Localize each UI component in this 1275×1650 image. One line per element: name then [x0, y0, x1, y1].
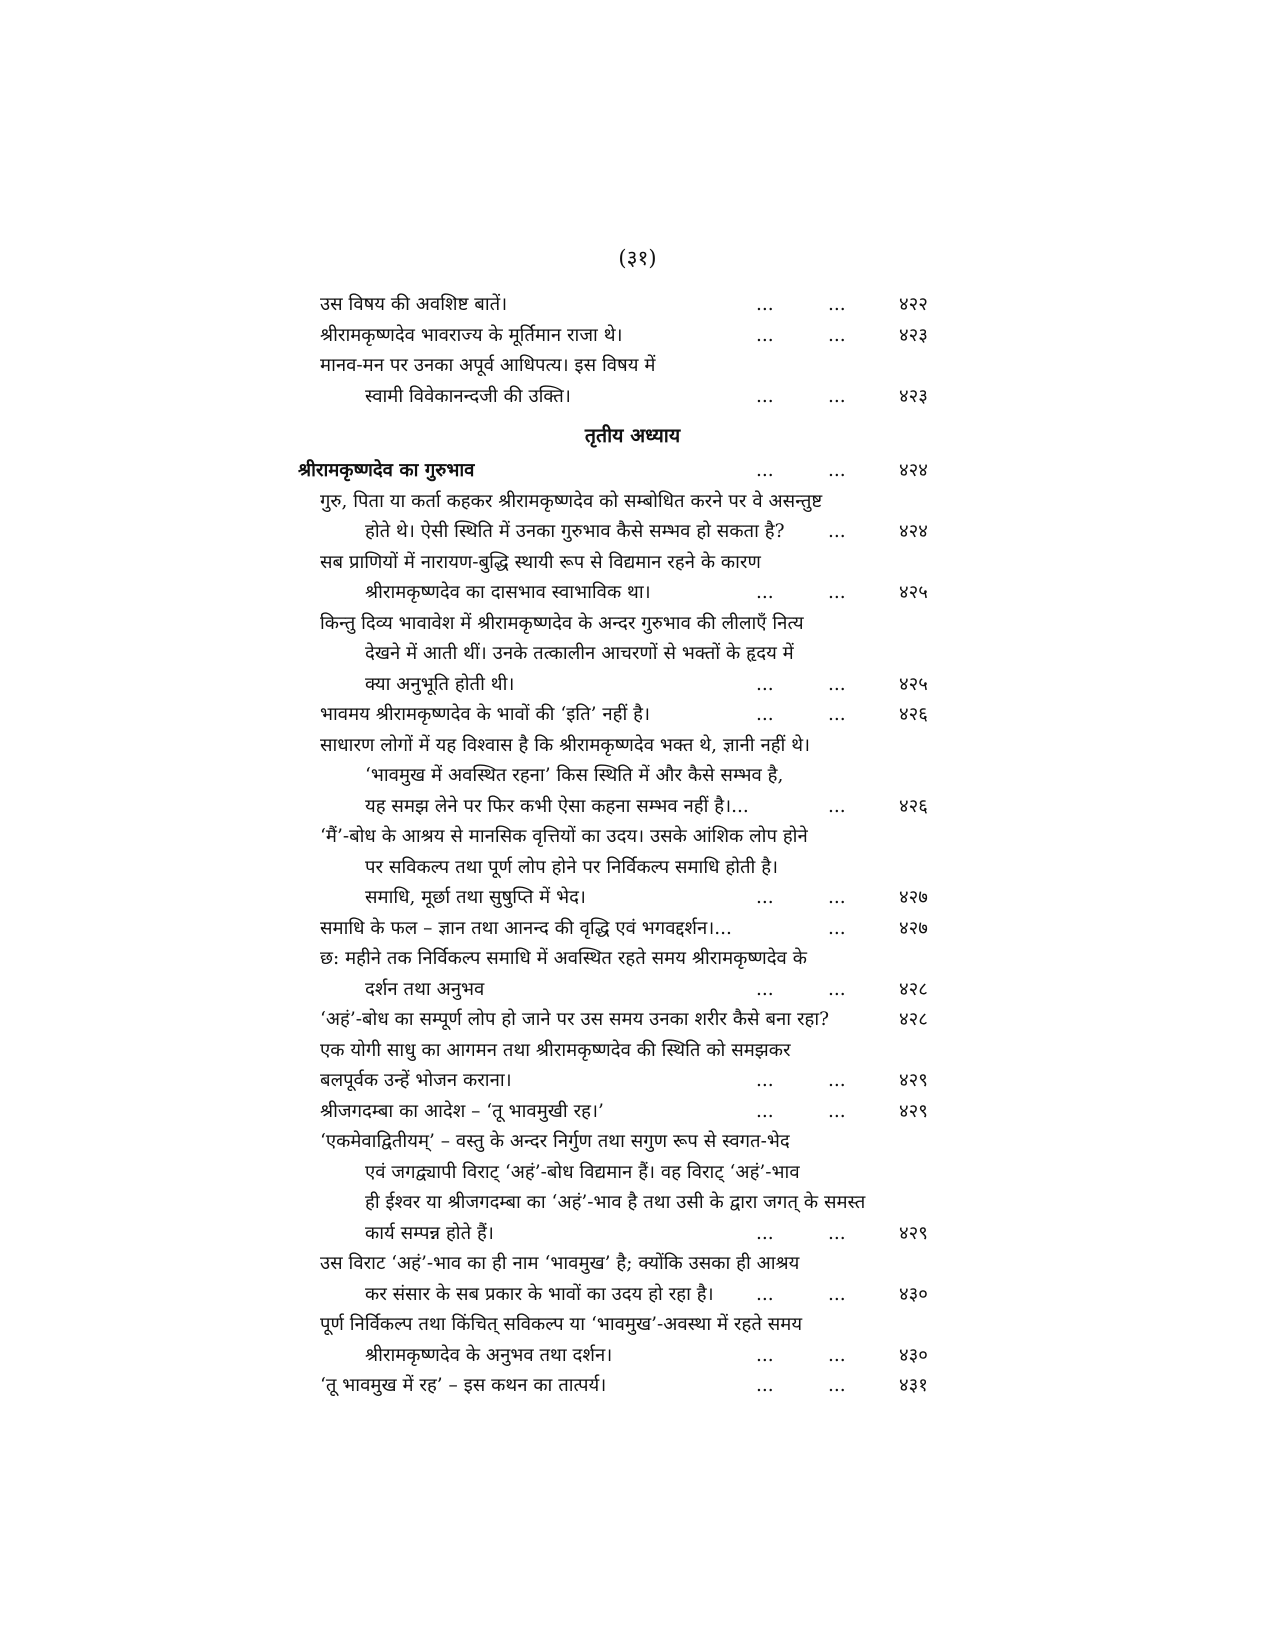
toc-entry [320, 548, 945, 609]
toc-entry [320, 1127, 945, 1249]
page-ref: ४३१ [899, 1375, 928, 1396]
toc-line [320, 975, 945, 1006]
leader-dots: ... [756, 1283, 774, 1305]
leader-dots: ... [828, 385, 846, 407]
toc-line [320, 1280, 945, 1311]
entry-text: ‘भावमुख में अवस्थित रहना’ किस स्थिति में और कैसे सम्भव है, [365, 765, 784, 786]
leader-dots: ... [828, 887, 846, 908]
entry-text: देखने में आती थीं। उनके तत्कालीन आचरणों से भक्तों के हृदय में [365, 643, 794, 664]
toc-line [320, 1158, 945, 1189]
page-ref: ४२६ [899, 795, 928, 817]
leader-dots: ... [828, 1070, 846, 1091]
toc-entry [320, 351, 945, 412]
page-ref: ४२६ [899, 704, 928, 725]
entry-text: बलपूर्वक उन्हें भोजन कराना। [320, 1070, 512, 1091]
entry-text: होते थे। ऐसी स्थिति में उनका गुरुभाव कैसे सम्भव हो सकता है? [365, 521, 785, 542]
toc-entries-after [320, 487, 945, 1402]
toc-entry [320, 1310, 945, 1371]
toc-entry [320, 1036, 945, 1097]
toc-line [320, 670, 945, 701]
leader-dots: ... [756, 1222, 774, 1244]
toc-line [320, 1371, 945, 1402]
leader-dots: ... [756, 1344, 774, 1366]
entry-text: श्रीरामकृष्णदेव का दासभाव स्वाभाविक था। [365, 582, 651, 603]
leader-dots: ... [756, 978, 774, 1000]
entry-text: सब प्राणियों में नारायण-बुद्धि स्थायी रूप से विद्यमान रहने के कारण [320, 551, 761, 573]
toc-line [320, 1097, 945, 1128]
leader-dots: ... [828, 1283, 846, 1305]
page-ref: ४२३ [899, 324, 928, 346]
toc-line [320, 639, 945, 670]
entry-text: श्रीरामकृष्णदेव भावराज्य के मूर्तिमान राजा थे। [320, 324, 623, 346]
toc-entry [320, 822, 945, 914]
leader-dots: ... [828, 1100, 846, 1122]
leader-dots: ... [756, 1070, 774, 1091]
entry-text: उस विषय की अवशिष्ट बातें। [320, 294, 508, 315]
page-ref: ४२८ [899, 1009, 928, 1030]
page-ref: ४३० [899, 1344, 928, 1366]
entry-text: छ: महीने तक निर्विकल्प समाधि में अवस्थित रहते समय श्रीरामकृष्णदेव के [320, 948, 807, 969]
entry-text: उस विराट ‘अहं’-भाव का ही नाम ‘भावमुख’ है; क्योंकि उसका ही आश्रय [320, 1253, 800, 1274]
entry-text: श्रीरामकृष्णदेव के अनुभव तथा दर्शन। [365, 1344, 613, 1366]
toc-line [320, 382, 945, 413]
entry-text: स्वामी विवेकानन्दजी की उक्ति। [365, 385, 571, 407]
leader-dots: ... [756, 887, 774, 908]
toc-line [320, 578, 945, 609]
entry-text: भावमय श्रीरामकृष्णदेव के भावों की ‘इति’ नहीं है। [320, 704, 650, 725]
toc-line [320, 1005, 945, 1036]
leader-dots: ... [756, 294, 774, 315]
toc-line [320, 1188, 945, 1219]
chapter-title: तृतीय अध्याय [584, 424, 681, 447]
toc-line [320, 1219, 945, 1250]
page-ref: ४२८ [899, 978, 928, 1000]
leader-dots: ... [828, 521, 846, 542]
toc-line [320, 822, 945, 853]
toc-entry [320, 731, 945, 823]
toc-line [320, 914, 945, 945]
entry-text: ‘एकमेवाद्वितीयम्’ – वस्तु के अन्दर निर्गुण तथा सगुण रूप से स्वगत-भेद [320, 1131, 790, 1152]
toc-line [320, 290, 945, 321]
page-ref: ४२४ [899, 460, 928, 481]
toc-line [320, 792, 945, 823]
toc-entry [320, 1097, 945, 1128]
entry-text: कर संसार के सब प्रकार के भावों का उदय हो रहा है। [365, 1283, 714, 1305]
toc-line [320, 853, 945, 884]
toc-line [320, 1127, 945, 1158]
entry-text: कार्य सम्पन्न होते हैं। [365, 1222, 494, 1244]
page-ref: ४२९ [899, 1222, 928, 1244]
entry-text: दर्शन तथा अनुभव [365, 978, 485, 1000]
toc-line [320, 487, 945, 518]
toc-line [320, 609, 945, 640]
entry-text: एक योगी साधु का आगमन तथा श्रीरामकृष्णदेव की स्थिति को समझकर [320, 1039, 791, 1061]
entry-text: गुरु, पिता या कर्ता कहकर श्रीरामकृष्णदेव को सम्बोधित करने पर वे असन्तुष्ट [320, 490, 823, 512]
toc-entry [320, 700, 945, 731]
toc-line [320, 548, 945, 579]
entry-text: पूर्ण निर्विकल्प तथा किंचित् सविकल्प या ‘भावमुख’-अवस्था में रहते समय [320, 1314, 803, 1335]
page-ref: ४२४ [899, 521, 928, 542]
leader-dots: ... [756, 460, 774, 481]
toc-line [320, 1249, 945, 1280]
toc-line [320, 883, 945, 914]
toc-line [320, 1341, 945, 1372]
leader-dots: ... [828, 978, 846, 1000]
leader-dots: ... [828, 1344, 846, 1366]
toc-line [320, 1036, 945, 1067]
entry-text: समाधि, मूर्छा तथा सुषुप्ति में भेद। [365, 887, 586, 908]
toc-line [320, 944, 945, 975]
toc-entry [320, 487, 945, 548]
page-ref: ४२९ [899, 1100, 928, 1122]
toc-entry [320, 1005, 945, 1036]
page-ref: ४२२ [899, 294, 928, 315]
entry-text: साधारण लोगों में यह विश्वास है कि श्रीरामकृष्णदेव भक्त थे, ज्ञानी नहीं थे। [320, 734, 811, 756]
leader-dots: ... [756, 704, 774, 725]
entry-text: क्या अनुभूति होती थी। [365, 673, 515, 695]
leader-dots: ... [828, 460, 846, 481]
page-ref: ४२७ [899, 887, 928, 908]
page-ref: ४२७ [899, 917, 928, 939]
toc-line [320, 1066, 945, 1097]
entry-text: ही ईश्वर या श्रीजगदम्बा का ‘अहं’-भाव है तथा उसी के द्वारा जगत् के समस्त [365, 1192, 866, 1213]
toc-line [320, 731, 945, 762]
toc-entry [320, 944, 945, 1005]
leader-dots: ... [828, 1222, 846, 1244]
entry-text: श्रीजगदम्बा का आदेश – ‘तू भावमुखी रह।’ [320, 1100, 604, 1122]
leader-dots: ... [756, 324, 774, 346]
toc-entry [320, 609, 945, 701]
table-of-contents [298, 290, 945, 1402]
page-ref: ४२५ [899, 582, 928, 603]
toc-entry [320, 1249, 945, 1310]
page-ref: ४३० [899, 1283, 928, 1305]
leader-dots: ... [828, 673, 846, 695]
toc-entry [320, 321, 945, 352]
leader-dots: ... [828, 324, 846, 346]
toc-entry [320, 914, 945, 945]
entry-text: किन्तु दिव्य भावावेश में श्रीरामकृष्णदेव के अन्दर गुरुभाव की लीलाएँ नित्य [320, 612, 804, 634]
toc-line [320, 700, 945, 731]
leader-dots: ... [828, 582, 846, 603]
leader-dots: ... [828, 1375, 846, 1396]
page-ref: ४२९ [899, 1070, 928, 1091]
entry-text: एवं जगद्व्यापी विराट् ‘अहं’-बोध विद्यमान हैं। वह विराट् ‘अहं’-भाव [365, 1161, 800, 1183]
leader-dots: ... [828, 795, 846, 817]
toc-line [320, 517, 945, 548]
entry-text: ‘अहं’-बोध का सम्पूर्ण लोप हो जाने पर उस समय उनका शरीर कैसे बना रहा? [320, 1009, 830, 1030]
leader-dots: ... [756, 385, 774, 407]
page-number: (३१) [618, 246, 657, 270]
leader-dots: ... [756, 582, 774, 603]
toc-line [320, 1310, 945, 1341]
toc-line [320, 761, 945, 792]
leader-dots: ... [828, 704, 846, 725]
section-heading [298, 456, 945, 487]
leader-dots: ... [756, 1100, 774, 1122]
toc-line [320, 351, 945, 382]
leader-dots: ... [828, 294, 846, 315]
toc-line [320, 321, 945, 352]
leader-dots: ... [756, 673, 774, 695]
entry-text: यह समझ लेने पर फिर कभी ऐसा कहना सम्भव नहीं है।... [365, 795, 749, 817]
entry-text: ‘मैं’-बोध के आश्रय से मानसिक वृत्तियों का उदय। उसके आंशिक लोप होने [320, 826, 808, 847]
entry-text: पर सविकल्प तथा पूर्ण लोप होने पर निर्विकल्प समाधि होती है। [365, 856, 779, 878]
leader-dots: ... [828, 917, 846, 939]
toc-entries-before [320, 290, 945, 412]
entry-text: मानव-मन पर उनका अपूर्व आधिपत्य। इस विषय में [320, 355, 656, 376]
leader-dots: ... [756, 1375, 774, 1396]
section-title: श्रीरामकृष्णदेव का गुरुभाव [298, 460, 475, 481]
page-ref: ४२५ [899, 673, 928, 695]
entry-text: ‘तू भावमुख में रह’ – इस कथन का तात्पर्य। [320, 1375, 607, 1396]
toc-entry [320, 1371, 945, 1402]
entry-text: समाधि के फल – ज्ञान तथा आनन्द की वृद्धि एवं भगवद्दर्शन।... [320, 917, 732, 939]
toc-entry [320, 290, 945, 321]
page-ref: ४२३ [899, 385, 928, 407]
